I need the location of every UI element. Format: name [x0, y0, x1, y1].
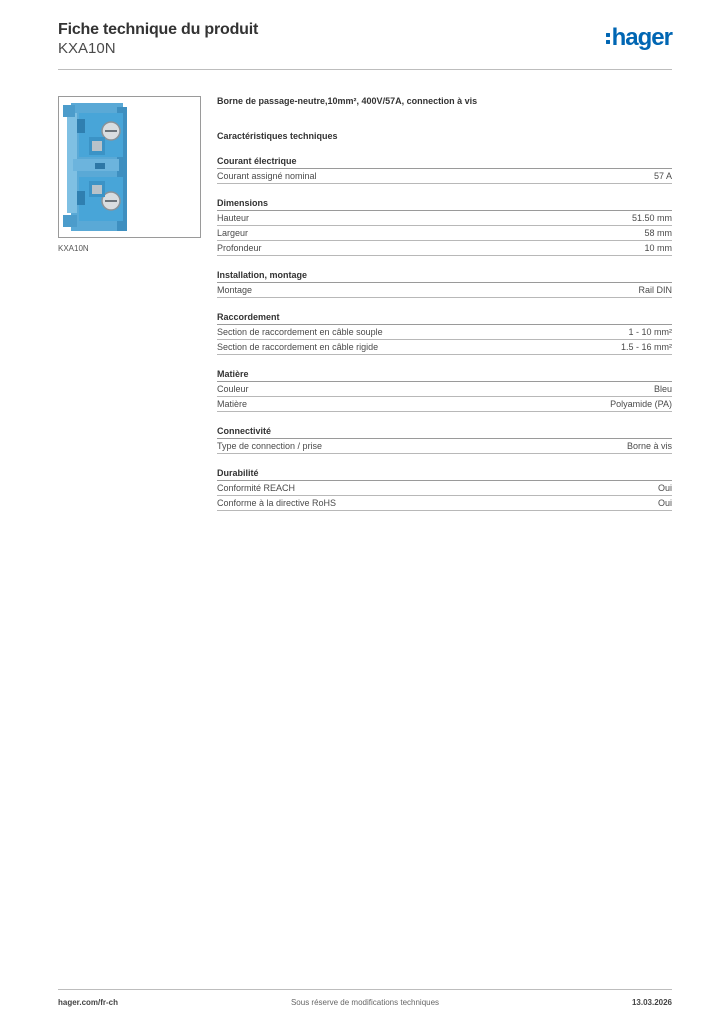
spec-section	[217, 311, 672, 355]
footer-divider	[58, 989, 672, 990]
spec-section-title: Matière	[217, 368, 672, 382]
spec-row	[217, 340, 672, 355]
spec-label: Profondeur	[217, 243, 262, 253]
spec-value: 57 A	[653, 171, 672, 181]
product-reference: KXA10N	[58, 40, 116, 57]
spec-section-title: Durabilité	[217, 467, 672, 481]
spec-value: 1 - 10 mm²	[628, 327, 672, 337]
spec-value: Rail DIN	[638, 285, 672, 295]
spec-label: Matière	[217, 399, 248, 409]
spec-row	[217, 169, 672, 184]
logo-dots-icon	[606, 33, 610, 44]
spec-section-title: Installation, montage	[217, 269, 672, 283]
spec-row	[217, 382, 672, 397]
spec-section	[217, 197, 672, 256]
spec-label: Section de raccordement en câble souple	[217, 327, 383, 337]
spec-label: Courant assigné nominal	[217, 171, 317, 181]
spec-label: Section de raccordement en câble rigide	[217, 342, 379, 352]
page-header	[58, 20, 672, 58]
spec-value: 51.50 mm	[631, 213, 672, 223]
spec-section	[217, 269, 672, 298]
spec-row	[217, 481, 672, 496]
spec-value: Oui	[657, 498, 672, 508]
footer-date: 13.03.2026	[631, 998, 672, 1007]
spec-value: Borne à vis	[626, 441, 672, 451]
product-image-caption: KXA10N	[58, 244, 89, 253]
spec-section-title: Courant électrique	[217, 155, 672, 169]
terminal-block-icon	[59, 97, 200, 237]
spec-content	[217, 94, 672, 511]
spec-row	[217, 283, 672, 298]
spec-label: Conforme à la directive RoHS	[217, 498, 337, 508]
logo-text: hager	[611, 24, 672, 51]
spec-label: Type de connection / prise	[217, 441, 323, 451]
spec-label: Hauteur	[217, 213, 250, 223]
spec-value: 1.5 - 16 mm²	[620, 342, 672, 352]
spec-section	[217, 368, 672, 412]
spec-row	[217, 241, 672, 256]
spec-value: Oui	[657, 483, 672, 493]
spec-value: Polyamide (PA)	[610, 399, 672, 409]
spec-section	[217, 425, 672, 454]
spec-row	[217, 496, 672, 511]
spec-sections	[217, 155, 672, 511]
spec-label: Conformité REACH	[217, 483, 296, 493]
footer-disclaimer: Sous réserve de modifications techniques	[290, 998, 440, 1007]
spec-section-title: Connectivité	[217, 425, 672, 439]
spec-label: Couleur	[217, 384, 249, 394]
terminal-block-image	[58, 96, 201, 238]
footer-website-link[interactable]: hager.com/fr-ch	[58, 998, 119, 1007]
spec-row	[217, 325, 672, 340]
spec-section	[217, 155, 672, 184]
spec-value: 10 mm	[644, 243, 672, 253]
spec-row	[217, 226, 672, 241]
spec-label: Montage	[217, 285, 253, 295]
spec-section-title: Raccordement	[217, 311, 672, 325]
spec-section	[217, 467, 672, 511]
spec-row	[217, 397, 672, 412]
specs-title: Caractéristiques techniques	[217, 131, 338, 141]
header-divider	[58, 69, 672, 70]
spec-section-title: Dimensions	[217, 197, 672, 211]
spec-value: 58 mm	[644, 228, 672, 238]
product-description: Borne de passage-neutre,10mm², 400V/57A, connection à vis	[217, 96, 478, 106]
spec-row	[217, 439, 672, 454]
spec-value: Bleu	[653, 384, 672, 394]
hager-logo	[606, 26, 672, 50]
spec-label: Largeur	[217, 228, 249, 238]
spec-row	[217, 211, 672, 226]
page-title: Fiche technique du produit	[58, 21, 259, 38]
